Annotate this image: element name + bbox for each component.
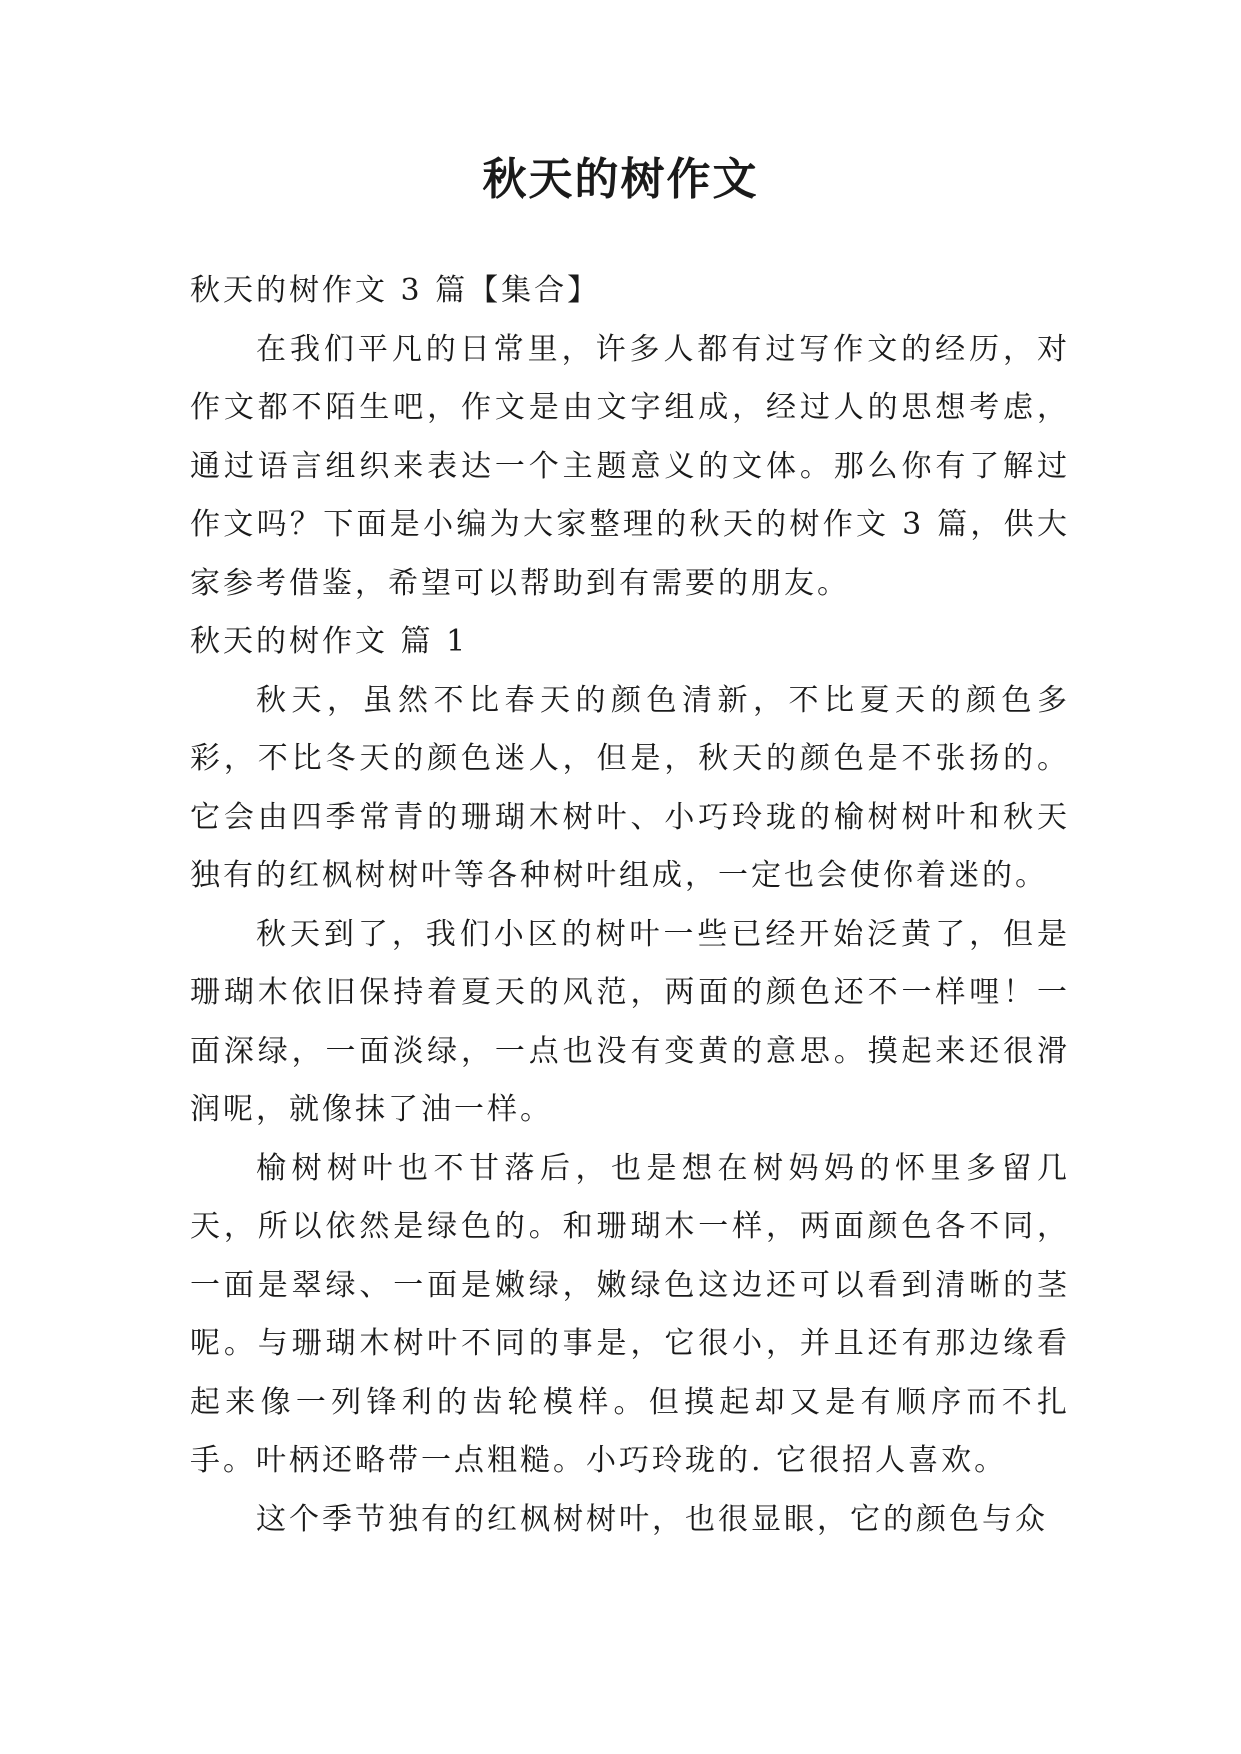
body-paragraph-3: 榆树树叶也不甘落后，也是想在树妈妈的怀里多留几天，所以依然是绿色的。和珊瑚木一样，两面颜色各不同，一面是翠绿、一面是嫩绿，嫩绿色这边还可以看到清晰的茎呢。与珊瑚木树叶不同的事是，它很小，并且还有那边缘看起来像一列锋利的齿轮模样。但摸起却又是有顺序而不扎手。叶柄还略带一点粗糙。小巧玲珑的. 它很招人喜欢。 xyxy=(190,1150,1070,1478)
intro-paragraph: 在我们平凡的日常里，许多人都有过写作文的经历，对作文都不陌生吧，作文是由文字组成，经过人的思想考虑，通过语言组织来表达一个主题意义的文体。那么你有了解过作文吗？下面是小编为大家整理的秋天的树作文 3 篇，供大家参考借鉴，希望可以帮助到有需要的朋友。 xyxy=(190,331,1070,601)
body-paragraph-4: 这个季节独有的红枫树树叶，也很显眼，它的颜色与众 xyxy=(256,1501,1048,1537)
document-body xyxy=(190,262,1070,1549)
document-subtitle: 秋天的树作文 3 篇【集合】 xyxy=(190,273,601,308)
body-paragraph-2: 秋天到了，我们小区的树叶一些已经开始泛黄了，但是珊瑚木依旧保持着夏天的风范，两面的颜色还不一样哩！一面深绿，一面淡绿，一点也没有变黄的意思。摸起来还很滑润呢，就像抹了油一样。 xyxy=(190,916,1070,1127)
document-title: 秋天的树作文 xyxy=(482,154,759,205)
section-heading: 秋天的树作文 篇 1 xyxy=(190,624,469,659)
body-paragraph-1: 秋天，虽然不比春天的颜色清新，不比夏天的颜色多彩，不比冬天的颜色迷人，但是，秋天的颜色是不张扬的。它会由四季常青的珊瑚木树叶、小巧玲珑的榆树树叶和秋天独有的红枫树树叶等各种树叶组成，一定也会使你着迷的。 xyxy=(190,682,1070,893)
